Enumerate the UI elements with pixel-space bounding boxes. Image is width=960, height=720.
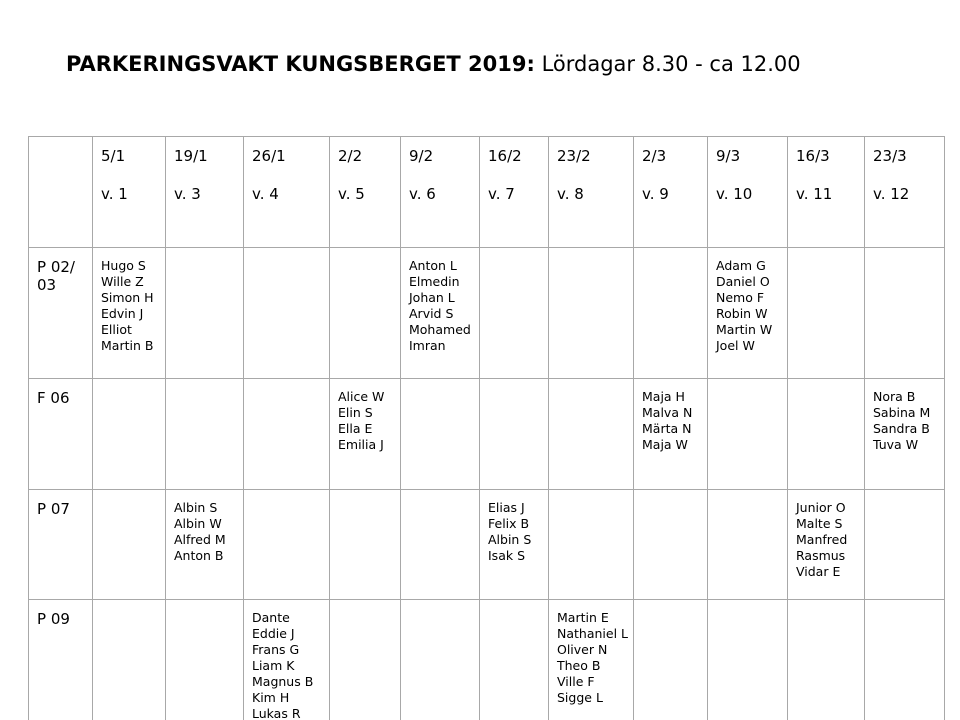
table-cell (708, 600, 788, 720)
table-cell (330, 600, 401, 720)
volunteer-name: Martin B (101, 338, 154, 353)
table-cell (480, 379, 549, 490)
row-label-text: P 02/ 03 (37, 258, 75, 294)
volunteer-name: Malte S (796, 516, 843, 531)
volunteer-name: Dante (252, 610, 290, 625)
table-cell (708, 248, 788, 379)
volunteer-name: Daniel O (716, 274, 770, 289)
column-date: 23/2 (557, 147, 591, 165)
table-cell (93, 600, 166, 720)
table-cell (330, 490, 401, 600)
table-cell (93, 379, 166, 490)
title-bold: PARKERINGSVAKT KUNGSBERGET 2019: (66, 52, 535, 76)
column-date: 16/3 (796, 147, 830, 165)
volunteer-name: Elliot (101, 322, 132, 337)
column-date: 19/1 (174, 147, 208, 165)
column-week: v. 5 (338, 185, 365, 203)
column-header (480, 137, 549, 248)
table-cell (480, 600, 549, 720)
column-header (865, 137, 945, 248)
volunteer-name: Sigge L (557, 690, 603, 705)
column-header (244, 137, 330, 248)
table-cell (480, 490, 549, 600)
table-row (29, 248, 945, 379)
table-cell (244, 600, 330, 720)
column-date: 5/1 (101, 147, 126, 165)
table-cell (865, 490, 945, 600)
volunteer-name: Junior O (796, 500, 846, 515)
column-date: 2/2 (338, 147, 363, 165)
table-cell (166, 379, 244, 490)
table-cell (93, 490, 166, 600)
volunteer-name: Robin W (716, 306, 768, 321)
row-label (29, 490, 93, 600)
volunteer-name: Vidar E (796, 564, 841, 579)
table-cell (93, 248, 166, 379)
volunteer-name: Alfred M (174, 532, 226, 547)
volunteer-name: Ville F (557, 674, 595, 689)
volunteer-name: Elmedin (409, 274, 460, 289)
row-label-text: P 09 (37, 610, 70, 628)
column-date: 2/3 (642, 147, 667, 165)
column-header (330, 137, 401, 248)
column-header (788, 137, 865, 248)
volunteer-name: Elin S (338, 405, 373, 420)
row-label (29, 248, 93, 379)
volunteer-name: Emilia J (338, 437, 384, 452)
table-cell (244, 379, 330, 490)
volunteer-name: Liam K (252, 658, 295, 673)
corner-cell (29, 137, 93, 248)
volunteer-name: Magnus B (252, 674, 314, 689)
table-cell (549, 490, 634, 600)
table-cell (708, 490, 788, 600)
column-header (634, 137, 708, 248)
volunteer-name: Mohamed (409, 322, 471, 337)
volunteer-name: Elias J (488, 500, 525, 515)
volunteer-name: Tuva W (873, 437, 919, 452)
volunteer-name: Ella E (338, 421, 373, 436)
column-header (708, 137, 788, 248)
table-cell (865, 600, 945, 720)
page-title (66, 50, 801, 78)
table-cell (166, 600, 244, 720)
column-week: v. 8 (557, 185, 584, 203)
column-date: 9/3 (716, 147, 741, 165)
table-cell (401, 379, 480, 490)
volunteer-name: Anton L (409, 258, 457, 273)
column-date: 16/2 (488, 147, 522, 165)
volunteer-name: Johan L (409, 290, 455, 305)
volunteer-name: Manfred (796, 532, 848, 547)
table-cell (549, 600, 634, 720)
row-label (29, 379, 93, 490)
volunteer-name: Rasmus (796, 548, 846, 563)
volunteer-name: Hugo S (101, 258, 146, 273)
schedule-table (28, 136, 945, 720)
volunteer-name: Adam G (716, 258, 766, 273)
table-row (29, 600, 945, 720)
volunteer-name: Nathaniel L (557, 626, 628, 641)
volunteer-name: Edvin J (101, 306, 144, 321)
table-cell (788, 248, 865, 379)
table-cell (549, 379, 634, 490)
table-cell (788, 600, 865, 720)
volunteer-name: Kim H (252, 690, 290, 705)
column-date: 23/3 (873, 147, 907, 165)
table-cell (634, 600, 708, 720)
volunteer-name: Albin S (174, 500, 218, 515)
volunteer-name: Malva N (642, 405, 693, 420)
volunteer-name: Nemo F (716, 290, 765, 305)
table-cell (708, 379, 788, 490)
volunteer-name: Felix B (488, 516, 530, 531)
volunteer-name: Joel W (716, 338, 755, 353)
column-week: v. 9 (642, 185, 669, 203)
volunteer-name: Nora B (873, 389, 916, 404)
volunteer-name: Eddie J (252, 626, 295, 641)
column-date: 9/2 (409, 147, 434, 165)
volunteer-name: Simon H (101, 290, 154, 305)
column-header (166, 137, 244, 248)
volunteer-name: Isak S (488, 548, 526, 563)
column-date: 26/1 (252, 147, 286, 165)
volunteer-name: Wille Z (101, 274, 144, 289)
volunteer-name: Martin W (716, 322, 773, 337)
volunteer-name: Märta N (642, 421, 692, 436)
table-cell (634, 248, 708, 379)
volunteer-name: Sandra B (873, 421, 930, 436)
table-row (29, 490, 945, 600)
table-cell (166, 248, 244, 379)
volunteer-name: Oliver N (557, 642, 608, 657)
table-cell (330, 379, 401, 490)
table-cell (244, 248, 330, 379)
table-cell (634, 379, 708, 490)
column-week: v. 11 (796, 185, 833, 203)
volunteer-name: Imran (409, 338, 446, 353)
volunteer-name: Theo B (557, 658, 601, 673)
table-cell (330, 248, 401, 379)
table-cell (549, 248, 634, 379)
table-cell (401, 600, 480, 720)
table-cell (401, 490, 480, 600)
table-cell (865, 248, 945, 379)
volunteer-name: Anton B (174, 548, 224, 563)
row-label-text: P 07 (37, 500, 70, 518)
column-header (549, 137, 634, 248)
table-row (29, 379, 945, 490)
column-week: v. 12 (873, 185, 910, 203)
table-cell (244, 490, 330, 600)
header-row (29, 137, 945, 248)
schedule-body (29, 248, 945, 720)
column-week: v. 3 (174, 185, 201, 203)
row-label (29, 600, 93, 720)
table-cell (480, 248, 549, 379)
column-week: v. 10 (716, 185, 753, 203)
table-cell (634, 490, 708, 600)
volunteer-name: Alice W (338, 389, 385, 404)
column-header (401, 137, 480, 248)
table-cell (401, 248, 480, 379)
volunteer-name: Arvid S (409, 306, 454, 321)
table-cell (865, 379, 945, 490)
column-week: v. 6 (409, 185, 436, 203)
table-cell (788, 379, 865, 490)
volunteer-name: Lukas R (252, 706, 301, 720)
column-week: v. 1 (101, 185, 128, 203)
volunteer-name: Albin W (174, 516, 222, 531)
volunteer-name: Martin E (557, 610, 609, 625)
table-cell (166, 490, 244, 600)
volunteer-name: Maja H (642, 389, 685, 404)
volunteer-name: Maja W (642, 437, 688, 452)
row-label-text: F 06 (37, 389, 70, 407)
title-schedule-time: Lördagar 8.30 - ca 12.00 (541, 52, 801, 76)
column-week: v. 4 (252, 185, 279, 203)
table-cell (788, 490, 865, 600)
column-week: v. 7 (488, 185, 515, 203)
column-header (93, 137, 166, 248)
volunteer-name: Albin S (488, 532, 532, 547)
volunteer-name: Frans G (252, 642, 300, 657)
volunteer-name: Sabina M (873, 405, 931, 420)
